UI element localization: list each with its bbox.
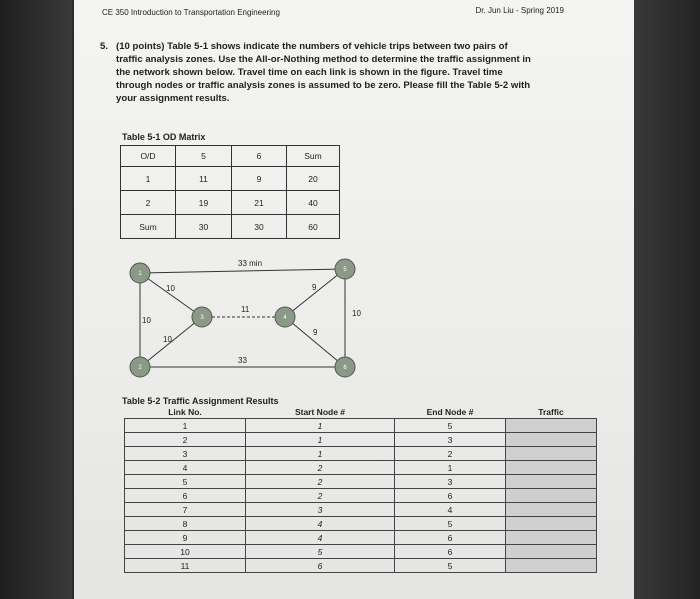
header-cell: 5 xyxy=(176,146,232,167)
link-no-cell: 8 xyxy=(125,517,246,531)
link-time-bottom: 33 xyxy=(238,356,247,365)
end-node-cell: 3 xyxy=(395,433,506,447)
table-row xyxy=(125,447,597,461)
link-time-5-6: 10 xyxy=(352,309,361,318)
link-no-cell: 7 xyxy=(125,503,246,517)
table-row xyxy=(125,559,597,573)
link-no-cell: 11 xyxy=(125,559,246,573)
end-node-cell: 6 xyxy=(395,531,506,545)
table-cell: 30 xyxy=(232,215,287,239)
table-row xyxy=(125,531,597,545)
traffic-cell[interactable] xyxy=(506,559,597,573)
od-matrix-table xyxy=(120,145,340,239)
start-node-cell: 4 xyxy=(246,517,395,531)
link-no-cell: 2 xyxy=(125,433,246,447)
table-row xyxy=(125,475,597,489)
traffic-cell[interactable] xyxy=(506,531,597,545)
table-cell: 40 xyxy=(287,191,340,215)
start-node-cell: 2 xyxy=(246,475,395,489)
desk-background-right xyxy=(630,0,700,599)
end-node-cell: 5 xyxy=(395,419,506,433)
traffic-cell[interactable] xyxy=(506,475,597,489)
table-row xyxy=(125,419,597,433)
traffic-cell[interactable] xyxy=(506,419,597,433)
worksheet-page xyxy=(74,0,634,599)
link-time-2-3: 10 xyxy=(163,335,172,344)
start-node-cell: 6 xyxy=(246,559,395,573)
assignment-table-caption: Table 5-2 Traffic Assignment Results xyxy=(122,396,279,406)
header-cell: Start Node # xyxy=(246,406,395,419)
table-row xyxy=(125,461,597,475)
traffic-cell[interactable] xyxy=(506,503,597,517)
start-node-cell: 1 xyxy=(246,447,395,461)
od-matrix-caption: Table 5-1 OD Matrix xyxy=(122,132,206,142)
link-no-cell: 6 xyxy=(125,489,246,503)
table-row xyxy=(125,545,597,559)
table-row xyxy=(125,517,597,531)
link-no-cell: 9 xyxy=(125,531,246,545)
start-node-cell: 1 xyxy=(246,433,395,447)
link-1-3 xyxy=(140,273,202,317)
table-cell: 11 xyxy=(176,167,232,191)
header-cell: End Node # xyxy=(395,406,506,419)
end-node-cell: 5 xyxy=(395,517,506,531)
link-time-4-5: 9 xyxy=(312,283,317,292)
header-cell: 6 xyxy=(232,146,287,167)
table-row xyxy=(121,215,340,239)
network-diagram xyxy=(120,255,370,383)
question-block xyxy=(100,40,536,105)
end-node-cell: 4 xyxy=(395,503,506,517)
start-node-cell: 4 xyxy=(246,531,395,545)
table-header-row xyxy=(125,406,597,419)
table-cell: 19 xyxy=(176,191,232,215)
start-node-cell: 1 xyxy=(246,419,395,433)
table-cell: 2 xyxy=(121,191,176,215)
table-cell: Sum xyxy=(121,215,176,239)
start-node-cell: 3 xyxy=(246,503,395,517)
table-row xyxy=(121,191,340,215)
link-time-3-4: 11 xyxy=(241,305,250,314)
table-row xyxy=(125,503,597,517)
traffic-cell[interactable] xyxy=(506,433,597,447)
start-node-cell: 2 xyxy=(246,461,395,475)
table-cell: 9 xyxy=(232,167,287,191)
assignment-table xyxy=(124,406,597,573)
question-text: (10 points) Table 5-1 shows indicate the numbers of vehicle trips between two pairs of traffic analysis zones. Use the All-or-Nothing method to determine the traffic assignment in the network shown below. Travel time on each link is shown in the figure. Travel time through nodes or traffic analysis zones is assumed to be zero. Please fill the Table 5-2 with your assignment results. xyxy=(116,41,531,104)
traffic-cell[interactable] xyxy=(506,545,597,559)
question-number: 5. xyxy=(100,41,109,52)
node-6-label: 6 xyxy=(343,365,347,371)
table-cell: 60 xyxy=(287,215,340,239)
start-node-cell: 5 xyxy=(246,545,395,559)
link-time-4-6: 9 xyxy=(313,328,318,337)
table-cell: 30 xyxy=(176,215,232,239)
header-cell: Sum xyxy=(287,146,340,167)
table-cell: 21 xyxy=(232,191,287,215)
table-header-row xyxy=(121,146,340,167)
link-no-cell: 3 xyxy=(125,447,246,461)
table-cell: 1 xyxy=(121,167,176,191)
table-row xyxy=(121,167,340,191)
link-time-1-3: 10 xyxy=(166,284,175,293)
start-node-cell: 2 xyxy=(246,489,395,503)
header-cell: Traffic xyxy=(506,406,597,419)
link-4-6 xyxy=(285,317,345,367)
traffic-cell[interactable] xyxy=(506,489,597,503)
traffic-cell[interactable] xyxy=(506,517,597,531)
end-node-cell: 6 xyxy=(395,545,506,559)
end-node-cell: 3 xyxy=(395,475,506,489)
link-time-1-2: 10 xyxy=(142,316,151,325)
end-node-cell: 2 xyxy=(395,447,506,461)
link-no-cell: 4 xyxy=(125,461,246,475)
table-row xyxy=(125,433,597,447)
link-no-cell: 1 xyxy=(125,419,246,433)
link-4-5 xyxy=(285,269,345,317)
table-cell: 20 xyxy=(287,167,340,191)
end-node-cell: 1 xyxy=(395,461,506,475)
node-2-label: 2 xyxy=(138,365,142,371)
traffic-cell[interactable] xyxy=(506,447,597,461)
link-time-top: 33 min xyxy=(238,259,263,268)
link-1-5 xyxy=(140,269,345,273)
course-title: CE 350 Introduction to Transportation Engineering xyxy=(102,8,280,17)
end-node-cell: 5 xyxy=(395,559,506,573)
node-3-label: 3 xyxy=(200,315,204,321)
header-cell: Link No. xyxy=(125,406,246,419)
node-1-label: 1 xyxy=(138,271,142,277)
node-5-label: 5 xyxy=(343,267,347,273)
table-row xyxy=(125,489,597,503)
end-node-cell: 6 xyxy=(395,489,506,503)
traffic-cell[interactable] xyxy=(506,461,597,475)
node-4-label: 4 xyxy=(283,315,287,321)
link-no-cell: 5 xyxy=(125,475,246,489)
desk-background-left xyxy=(0,0,72,599)
instructor-semester: Dr. Jun Liu - Spring 2019 xyxy=(475,6,564,15)
header-cell: O/D xyxy=(121,146,176,167)
link-no-cell: 10 xyxy=(125,545,246,559)
